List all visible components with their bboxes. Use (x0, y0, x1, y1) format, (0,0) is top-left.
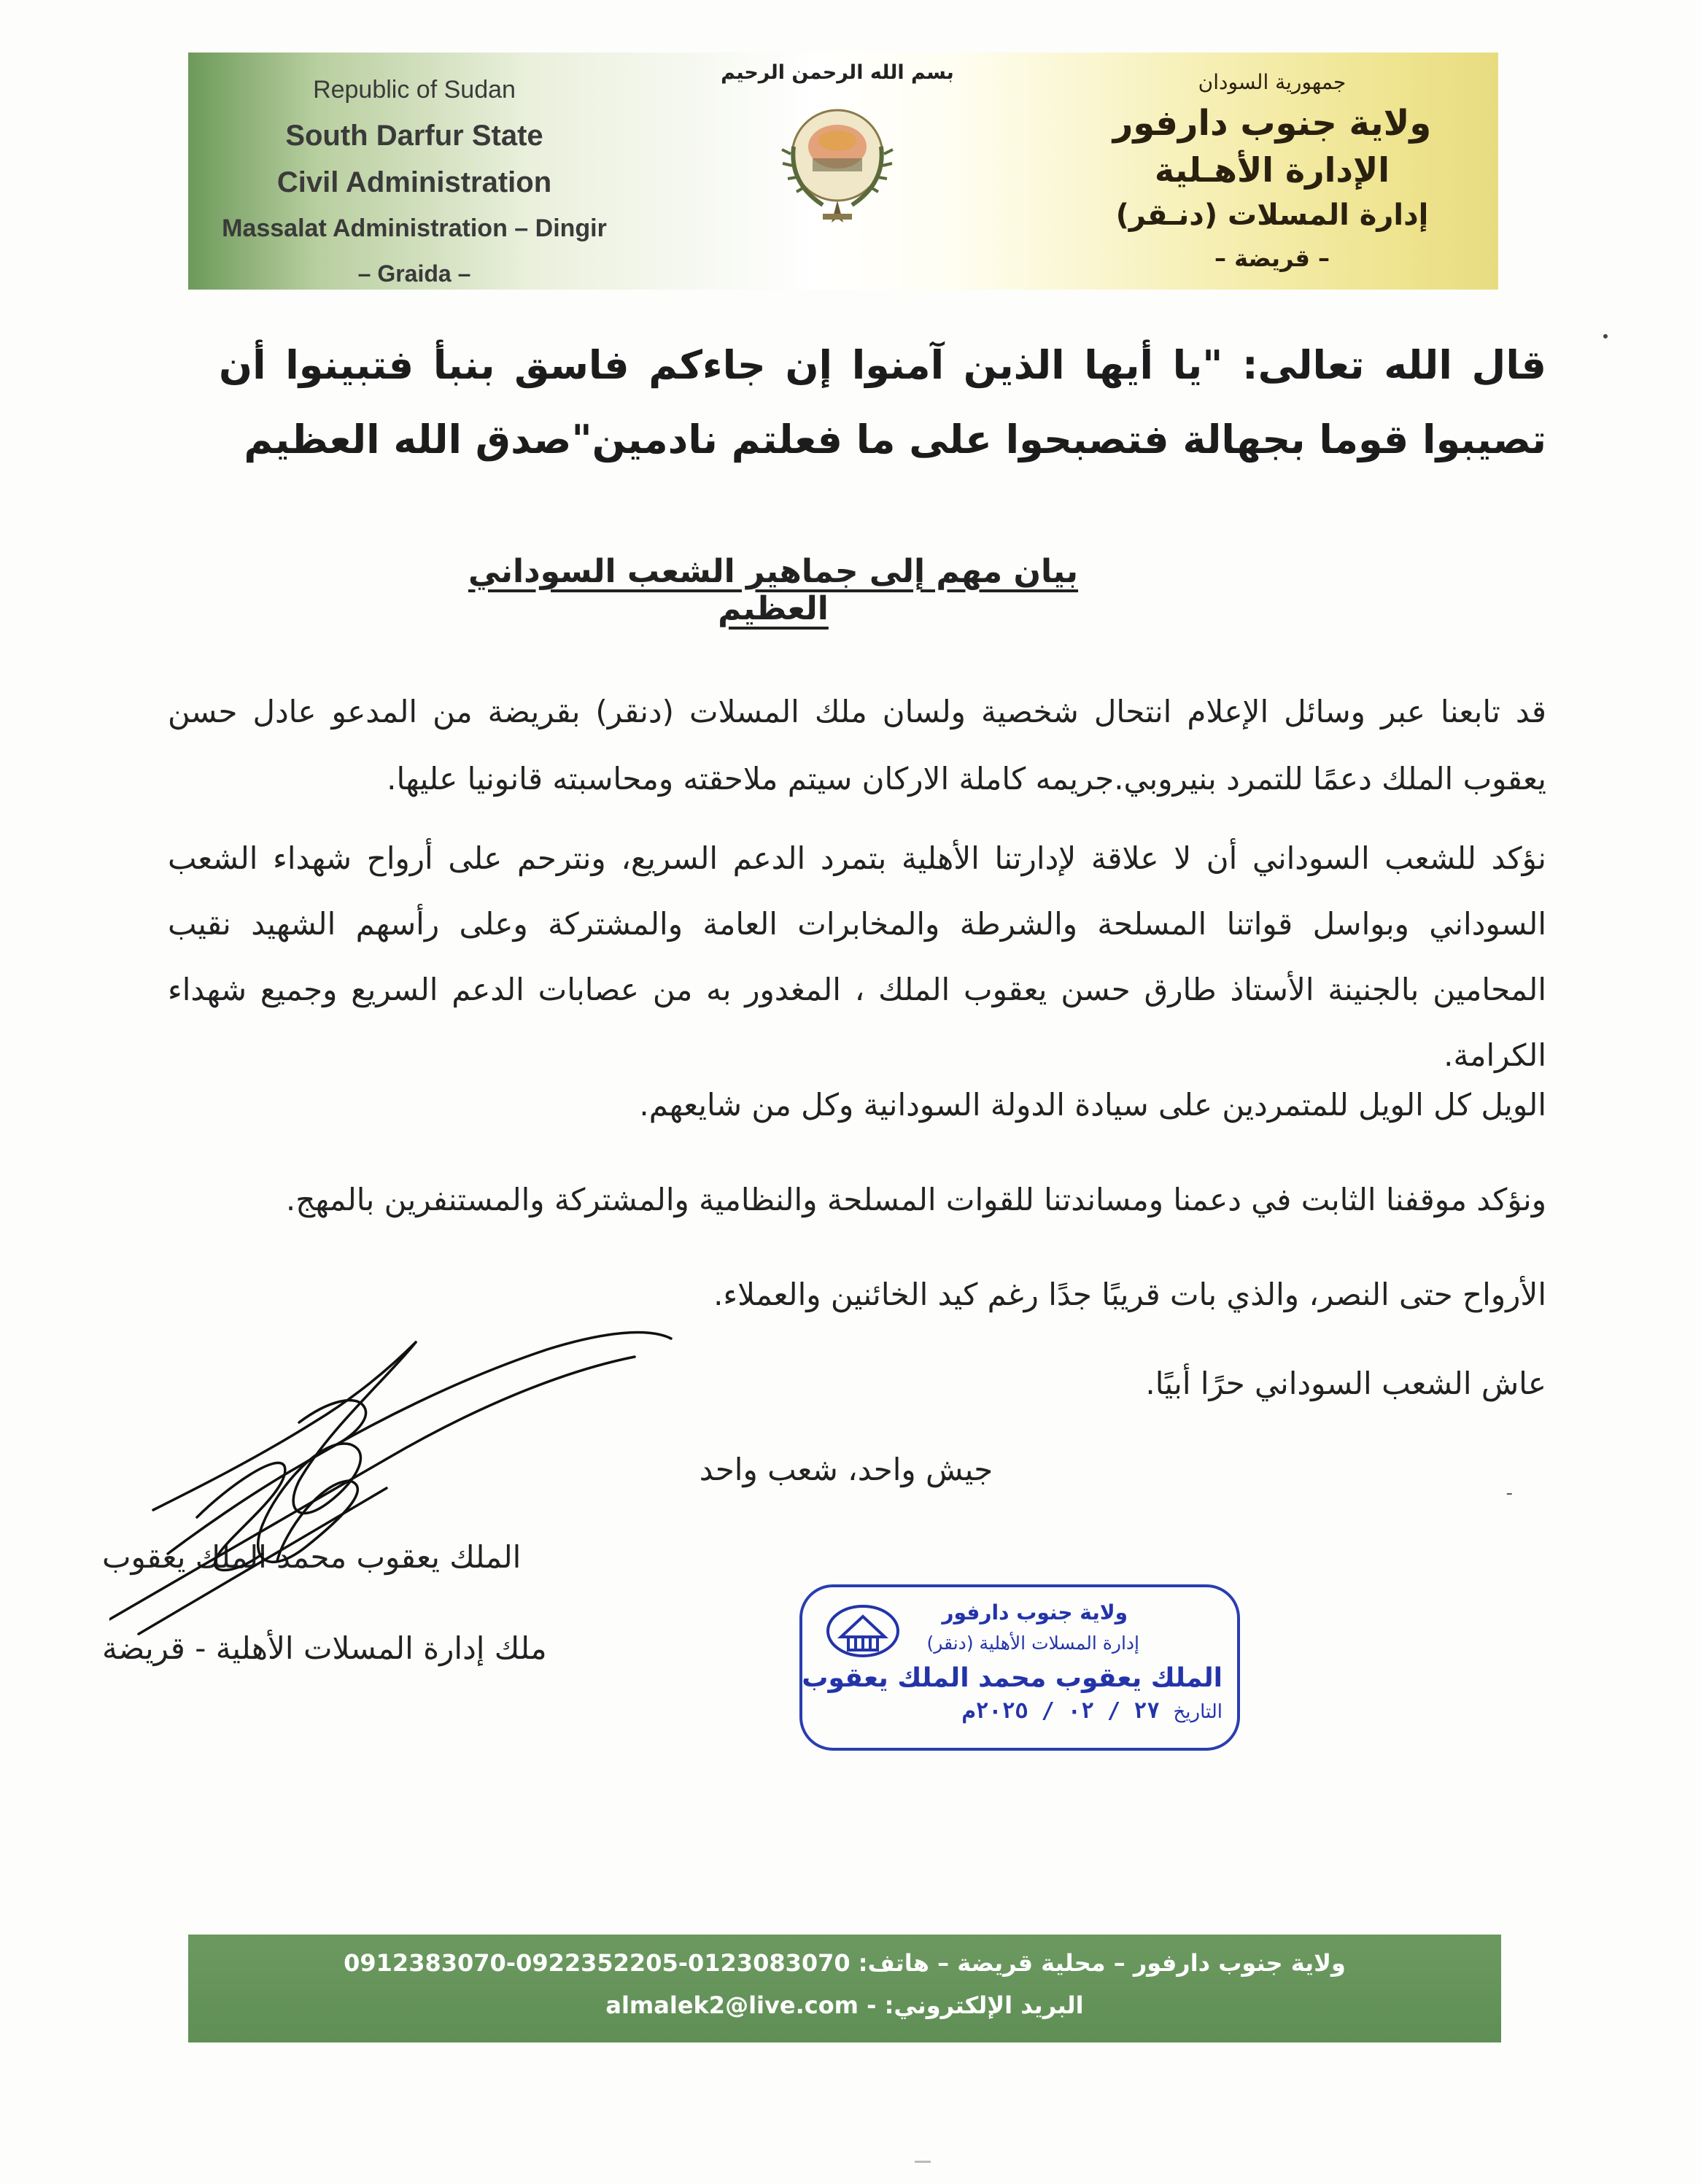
stamp-date-value: ٢٧ / ٠٢ / ٢٠٢٥م (962, 1698, 1161, 1724)
line-long-live: عاش الشعب السوداني حرًا أبيًا. (1145, 1366, 1546, 1401)
quran-verse: قال الله تعالى: "يا أيها الذين آمنوا إن جاءكم فاسق بنبأ فتبينوا أن تصيبوا قوما بجهالة فتصبحوا على ما فعلتم نادمين"صدق الله العظيم (219, 342, 1546, 462)
footer-email-label: البريد الإلكتروني: - (867, 1991, 1084, 2019)
stamp-administration: إدارة المسلات الأهلية (دنقر) (926, 1633, 1139, 1654)
paragraph-condolence: نؤكد للشعب السوداني أن لا علاقة لإدارتنا الأهلية بتمرد الدعم السريع، ونترحم على أرواح شهداء الشعب السوداني وبواسل قواتنا المسلحة والشرطة والمخابرات العامة والمشتركة وعلى رأسهم الشهيد نقيب المحامين بالجنينة الأستاذ طارق حسن يعقوب الملك ، المغدور به من عصابات الدعم السريع وجميع شهداء الكرامة. (168, 840, 1546, 1073)
motto: جيش واحد، شعب واحد (699, 1452, 993, 1487)
signatory-title: ملك إدارة المسلات الأهلية - قريضة (102, 1630, 547, 1666)
line-victory: الأرواح حتى النصر، والذي بات قريبًا جدًا رغم كيد الخائنين والعملاء. (713, 1277, 1546, 1312)
footer-email-line (232, 1991, 1457, 2019)
stray-mark: ـ (1507, 1481, 1512, 1499)
arabic-state: ولاية جنوب دارفور (1112, 103, 1432, 144)
emblem-seal-icon (772, 96, 903, 234)
paragraph-impersonation: قد تابعنا عبر وسائل الإعلام انتحال شخصية ولسان ملك المسلات (دنقر) بقريضة من المدعو عادل حسن يعقوب الملك دعمًا للتمرد بنيروبي.جريمه كاملة الاركان سيتم ملاحقته ومحاسبته قانونيا عليها. (168, 694, 1546, 797)
english-administration: Civil Administration (276, 166, 552, 198)
line-support: ونؤكد موقفنا الثابت في دعمنا ومساندتنا للقوات المسلحة والنظامية والمشتركة والمستنفرين بالمهج. (285, 1182, 1546, 1217)
stamp-state: ولاية جنوب دارفور (942, 1600, 1128, 1625)
footer-banner (188, 1935, 1501, 2042)
footer-address: ولاية جنوب دارفور – محلية قريضة – هاتف: (858, 1949, 1346, 1977)
english-letterhead (210, 67, 619, 296)
line-woe: الويل كل الويل للمتمردين على سيادة الدولة السودانية وكل من شايعهم. (639, 1087, 1546, 1123)
arabic-administration: الإدارة الأهـلية (1154, 150, 1390, 190)
stamp-building-icon (823, 1602, 903, 1660)
margin-dot (1603, 334, 1608, 338)
page-edge-mark (915, 2161, 931, 2163)
basmala: بسم الله الرحمن الرحيم (721, 61, 954, 84)
english-sub-administration: Massalat Administration – Dingir (222, 214, 607, 242)
arabic-locality: – قريضة – (1214, 244, 1330, 272)
official-stamp (799, 1584, 1240, 1751)
signatory-name: الملك يعقوب محمد الملك يعقوب (102, 1539, 522, 1575)
footer-contact-line (232, 1949, 1457, 1977)
stamp-date-row (962, 1698, 1223, 1724)
letterhead-banner (188, 53, 1498, 290)
statement-title: بيان مهم إلى جماهير الشعب السوداني العظيم (468, 553, 1079, 627)
english-state: South Darfur State (285, 120, 543, 152)
arabic-sub-administration: إدارة المسلات (دنـقر) (1115, 198, 1429, 232)
signature-scribble (109, 1269, 722, 1649)
footer-email: almalek2@live.com (605, 1991, 859, 2019)
stamp-date-label: التاريخ (1173, 1701, 1223, 1723)
arabic-country: جمهورية السودان (1198, 70, 1347, 94)
footer-phones: 0912383070-0922352205-0123083070 (344, 1949, 850, 1977)
letterhead-center (670, 53, 1005, 234)
arabic-letterhead (1068, 66, 1476, 279)
english-locality: – Graida – (357, 260, 471, 287)
stamp-king-name: الملك يعقوب محمد الملك يعقوب (802, 1663, 1223, 1693)
english-country: Republic of Sudan (313, 76, 516, 104)
